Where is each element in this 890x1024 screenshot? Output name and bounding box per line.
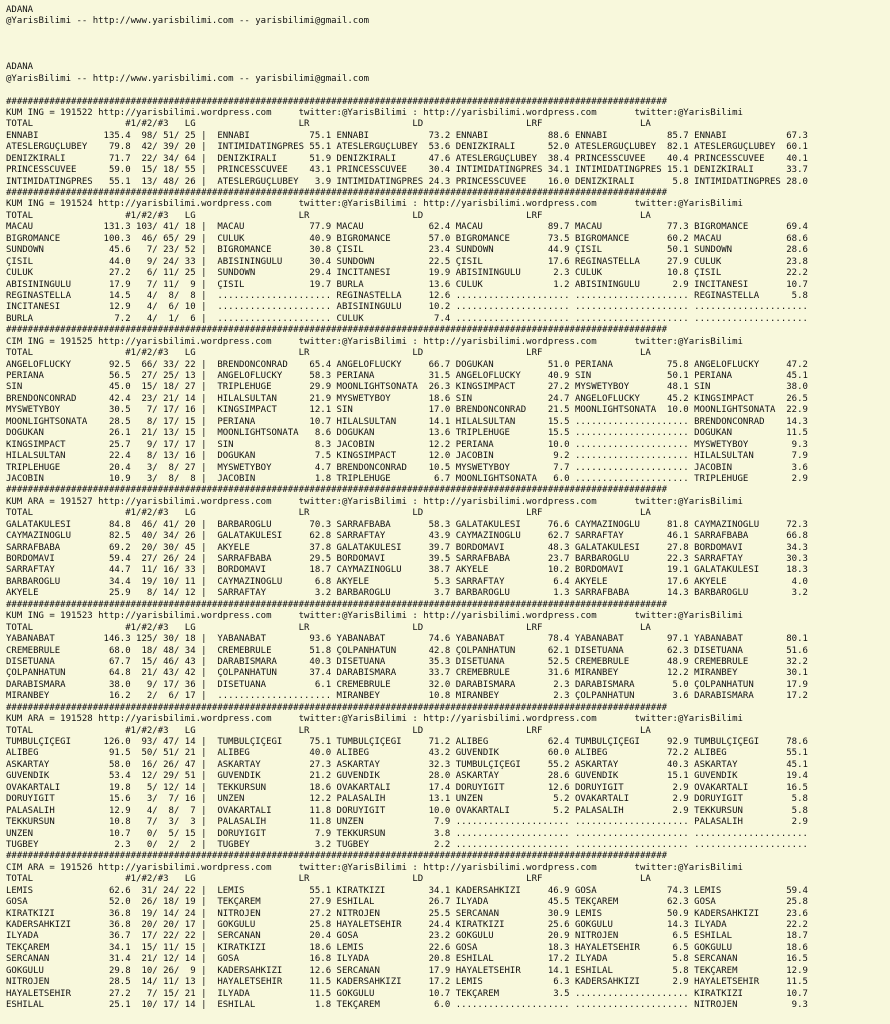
table-row: TEKÇAREM 34.1 15/ 11/ 15 | KIRATKIZI 18.6 LEMIS 22.6 GOSA 18.3 HAYALETSEHIR 6.5 GÖKGÜLÜ 18.6: [6, 942, 808, 953]
separator-line: ##########################################################################################################################: [6, 325, 668, 336]
separator-line: ##########################################################################################################################: [6, 485, 668, 496]
table-row: UNZEN 10.7 0/ 5/ 15 | DORUYIGIT 7.9 TEKKURSUN 3.8 ..................... ..................... .....................: [6, 828, 808, 839]
race-header: KUM ING = 191523 http://yarisbilimi.wordpress.com twitter:@YarisBilimi : http://yarisbilimi.wordpress.com twitter:@YarisBilimi: [6, 611, 743, 622]
race-header: KUM ING = 191522 http://yarisbilimi.wordpress.com twitter:@YarisBilimi : http://yarisbilimi.wordpress.com twitter:@YarisBilimi: [6, 107, 743, 118]
table-row: ÇISIL 44.0 9/ 24/ 33 | ABISININGÜLÜ 30.4 SUNDOWN 22.5 ÇISIL 17.6 REGINASTELLA 27.9 CÜLÜK 23.8: [6, 256, 808, 267]
table-row: SARRAFBABA 69.2 20/ 30/ 45 | AKYELE 37.8 GALATAKULESI 39.7 BORDOMAVI 48.3 GALATAKULESI 27.8 BORDOMAVI 34.3: [6, 542, 808, 553]
separator-line: ##########################################################################################################################: [6, 599, 668, 610]
table-row: OVAKARTALI 19.8 5/ 12/ 14 | TEKKURSUN 18.6 OVAKARTALI 17.4 DORUYIGIT 12.6 DORUYIGIT 2.9 OVAKARTALI 16.5: [6, 782, 808, 793]
race-header: KUM ARA = 191528 http://yarisbilimi.wordpress.com twitter:@YarisBilimi : http://yarisbilimi.wordpress.com twitter:@YarisBilimi: [6, 714, 743, 725]
table-row: NITROJEN 28.5 14/ 11/ 13 | HAYALETSEHIR 11.5 KADERSAHKIZI 17.2 LEMIS 6.3 KADERSAHKIZI 2.9 HAYALETSEHIR 11.5: [6, 977, 808, 988]
table-row: CREMEBRULE 68.0 18/ 48/ 34 | CREMEBRULE 51.8 ÇOLPANHATUN 42.8 ÇOLPANHATUN 62.1 DISETUANA 62.3 DISETUANA 51.6: [6, 645, 808, 656]
table-row: PRINCESSCUVEE 59.0 15/ 18/ 55 | PRINCESSCUVEE 43.1 PRINCESSCUVEE 30.4 INTIMIDATINGPRES 34.1 INTIMIDATINGPRES 15.1 DENIZKIRALI 33.7: [6, 165, 808, 176]
table-row: ASKARTAY 58.0 16/ 26/ 47 | ASKARTAY 27.3 ASKARTAY 32.3 TUMBULÇIÇEGI 55.2 ASKARTAY 40.3 ASKARTAY 45.1: [6, 759, 808, 770]
contact-line: @YarisBilimi -- http://www.yarisbilimi.com -- yarisbilimi@gmail.com: [6, 16, 370, 27]
table-row: KIRATKIZI 36.8 19/ 14/ 24 | NITROJEN 27.2 NITROJEN 25.5 SERCANAN 30.9 LEMIS 50.9 KADERSAHKIZI 23.6: [6, 908, 808, 919]
column-header: TOTAL #1/#2/#3 LG LR LD LRF LA: [6, 348, 651, 359]
table-row: TUMBULÇIÇEGI 126.0 93/ 47/ 14 | TUMBULÇIÇEGI 75.1 TUMBULÇIÇEGI 71.2 ALIBEG 62.4 TUMBULÇIÇEGI 92.9 TUMBULÇIÇEGI 78.6: [6, 737, 808, 747]
table-row: DISETUANA 67.7 15/ 46/ 43 | DARABISMARA 40.3 DISETUANA 35.3 DISETUANA 52.5 CREMEBRULE 48.9 CREMEBRULE 32.2: [6, 656, 808, 667]
table-row: DORUYIGIT 15.6 3/ 7/ 16 | UNZEN 12.2 PALASALIH 13.1 UNZEN 5.2 OVAKARTALI 2.9 DORUYIGIT 5.8: [6, 794, 808, 805]
separator-line: ##########################################################################################################################: [6, 851, 668, 862]
contact-line-repeat: @YarisBilimi -- http://www.yarisbilimi.com -- yarisbilimi@gmail.com: [6, 73, 370, 84]
table-row: HILALSULTAN 22.4 8/ 13/ 16 | DOGUKAN 7.5 KINGSIMPACT 12.0 JACOBIN 9.2 ..................... HILALSULTAN 7.9: [6, 451, 808, 462]
table-row: DENIZKIRALI 71.7 22/ 34/ 64 | DENIZKIRALI 51.9 DENIZKIRALI 47.6 ATESLERGÜÇLÜBEY 38.4 PRINCESSCUVEE 40.4 PRINCESSCUVEE 40.1: [6, 153, 808, 164]
table-row: BARBAROGLU 34.4 19/ 10/ 11 | CAYMAZINOGLU 6.8 AKYELE 5.3 SARRAFTAY 6.4 AKYELE 17.6 AKYELE 4.0: [6, 576, 808, 587]
table-row: REGINASTELLA 14.5 4/ 8/ 8 | ..................... REGINASTELLA 12.6 ..................... ..................... REGINASTELLA 5.8: [6, 290, 808, 301]
table-row: ILYADA 36.7 17/ 22/ 22 | SERCANAN 20.4 GOSA 23.2 GÖKGÜLÜ 20.9 NITROJEN 6.5 ESHILAL 18.7: [6, 931, 808, 942]
separator-line: ##########################################################################################################################: [6, 188, 668, 198]
table-row: BIGROMANCE 100.3 46/ 65/ 29 | CÜLÜK 40.9 BIGROMANCE 57.0 BIGROMANCE 73.5 BIGROMANCE 60.2 MACAU 68.6: [6, 233, 808, 244]
column-header: TOTAL #1/#2/#3 LG LR LD LRF LA: [6, 622, 651, 633]
column-header: TOTAL #1/#2/#3 LG LR LD LRF LA: [6, 725, 651, 736]
table-row: KADERSAHKIZI 36.8 20/ 20/ 17 | GÖKGÜLÜ 25.8 HAYALETSEHIR 24.4 KIRATKIZI 25.6 GÖKGÜLÜ 14.3 ILYADA 22.2: [6, 920, 808, 930]
table-row: GALATAKULESI 84.8 46/ 41/ 20 | BARBAROGLU 70.3 SARRAFBABA 58.3 GALATAKULESI 76.6 CAYMAZINOGLU 81.8 CAYMAZINOGLU 72.3: [6, 519, 808, 530]
table-row: AKYELE 25.9 8/ 14/ 12 | SARRAFTAY 3.2 BARBAROGLU 3.7 BARBAROGLU 1.3 SARRAFBABA 14.3 BARBAROGLU 3.2: [6, 588, 808, 599]
table-row: KINGSIMPACT 25.7 9/ 17/ 17 | SIN 8.3 JACOBIN 12.2 PERIANA 10.0 ..................... MYSWETYBOY 9.3: [6, 439, 808, 450]
race-list: [6, 97, 886, 1012]
table-row: MYSWETYBOY 30.5 7/ 17/ 16 | KINGSIMPACT 12.1 SIN 17.0 BRENDONCONRAD 21.5 MOONLIGHTSONATA 10.0 MOONLIGHTSONATA 22.9: [6, 405, 808, 416]
table-row: MACAU 131.3 103/ 41/ 18 | MACAU 77.9 MACAU 62.4 MACAU 89.7 MACAU 77.3 BIGROMANCE 69.4: [6, 222, 808, 233]
table-row: YABANABAT 146.3 125/ 30/ 18 | YABANABAT 93.6 YABANABAT 74.6 YABANABAT 78.4 YABANABAT 97.1 YABANABAT 80.1: [6, 634, 808, 645]
table-row: DARABISMARA 38.0 9/ 17/ 36 | DISETUANA 6.1 CREMEBRULE 32.0 DARABISMARA 2.3 DARABISMARA 5.0 ÇOLPANHATUN 17.9: [6, 679, 808, 690]
table-row: TUGBEY 2.3 0/ 2/ 2 | TUGBEY 3.2 TUGBEY 2.2 ..................... ..................... .....................: [6, 839, 808, 850]
table-row: ÇOLPANHATUN 64.8 21/ 43/ 42 | ÇOLPANHATUN 37.4 DARABISMARA 33.7 CREMEBRULE 31.6 MIRANBEY 12.2 MIRANBEY 30.1: [6, 668, 808, 679]
table-row: GOSA 52.0 26/ 18/ 19 | TEKÇAREM 27.9 ESHILAL 26.7 ILYADA 45.5 TEKÇAREM 62.3 GOSA 25.8: [6, 897, 808, 908]
table-row: SERCANAN 31.4 21/ 12/ 14 | GOSA 16.8 ILYADA 20.8 ESHILAL 17.2 ILYADA 5.8 SERCANAN 16.5: [6, 954, 808, 965]
table-row: PERIANA 56.5 27/ 25/ 13 | ANGELOFLUCKY 58.3 PERIANA 31.5 ANGELOFLUCKY 40.9 SIN 50.1 PERIANA 45.1: [6, 371, 808, 381]
column-header: TOTAL #1/#2/#3 LG LR LD LRF LA: [6, 210, 651, 221]
table-row: INTIMIDATINGPRES 55.1 13/ 48/ 26 | ATESLERGÜÇLÜBEY 3.9 INTIMIDATINGPRES 24.3 PRINCESSCUVEE 16.0 DENIZKIRALI 5.8 INTIMIDATINGPRES 28.0: [6, 176, 808, 187]
separator-line: ##########################################################################################################################: [6, 702, 668, 713]
table-row: JACOBIN 10.9 3/ 8/ 8 | JACOBIN 1.8 TRIPLEHUGE 6.7 MOONLIGHTSONATA 6.0 ..................... TRIPLEHUGE 2.9: [6, 473, 808, 484]
table-row: GÖKGÜLÜ 29.8 10/ 26/ 9 | KADERSAHKIZI 12.6 SERCANAN 17.9 HAYALETSEHIR 14.1 ESHILAL 5.8 TEKÇAREM 12.9: [6, 965, 808, 976]
table-row: GÜVENDIK 53.4 12/ 29/ 51 | GÜVENDIK 21.2 GÜVENDIK 28.0 ASKARTAY 28.6 GÜVENDIK 15.1 GÜVENDIK 19.4: [6, 771, 808, 782]
table-row: ANGELOFLUCKY 92.5 66/ 33/ 22 | BRENDONCONRAD 65.4 ANGELOFLUCKY 66.7 DOGUKAN 51.0 PERIANA 75.8 ANGELOFLUCKY 47.2: [6, 359, 808, 370]
table-row: BORDOMAVI 59.4 27/ 26/ 24 | SARRAFBABA 29.5 BORDOMAVI 39.5 SARRAFBABA 23.7 BARBAROGLU 22.3 SARRAFTAY 30.3: [6, 554, 808, 564]
column-header: TOTAL #1/#2/#3 LG LR LD LRF LA: [6, 874, 651, 885]
table-row: INCITANESI 12.9 4/ 6/ 10 | ..................... ABISININGÜLÜ 10.2 ..................... ..................... .....................: [6, 302, 808, 313]
table-row: CAYMAZINOGLU 82.5 40/ 34/ 26 | GALATAKULESI 62.8 SARRAFTAY 43.9 CAYMAZINOGLU 62.7 SARRAFTAY 46.1 SARRAFBABA 66.8: [6, 531, 808, 542]
table-row: PALASALIH 12.9 4/ 8/ 7 | OVAKARTALI 11.8 DORUYIGIT 10.0 OVAKARTALI 5.2 PALASALIH 2.9 TEKKURSUN 5.8: [6, 805, 808, 816]
table-row: ENNABI 135.4 98/ 51/ 25 | ENNABI 75.1 ENNABI 73.2 ENNABI 88.6 ENNABI 85.7 ENNABI 67.3: [6, 130, 808, 141]
column-header: TOTAL #1/#2/#3 LG LR LD LRF LA: [6, 508, 651, 519]
table-row: BRENDONCONRAD 42.4 23/ 21/ 14 | HILALSULTAN 21.9 MYSWETYBOY 18.6 SIN 24.7 ANGELOFLUCKY 45.2 KINGSIMPACT 26.5: [6, 393, 808, 404]
table-row: SARRAFTAY 44.7 11/ 16/ 33 | BORDOMAVI 18.7 CAYMAZINOGLU 38.7 AKYELE 10.2 BORDOMAVI 19.1 GALATAKULESI 18.3: [6, 565, 808, 576]
race-header: KUM ING = 191524 http://yarisbilimi.wordpress.com twitter:@YarisBilimi : http://yarisbilimi.wordpress.com twitter:@YarisBilimi: [6, 199, 743, 210]
table-row: SUNDOWN 45.6 7/ 23/ 52 | BIGROMANCE 30.8 ÇISIL 23.4 SUNDOWN 44.9 ÇISIL 50.1 SUNDOWN 28.6: [6, 245, 808, 256]
race-header: KUM ARA = 191527 http://yarisbilimi.wordpress.com twitter:@YarisBilimi : http://yarisbilimi.wordpress.com twitter:@YarisBilimi: [6, 496, 743, 507]
table-row: MOONLIGHTSONATA 28.5 8/ 17/ 15 | PERIANA 10.7 HILALSULTAN 14.1 HILALSULTAN 15.5 ..................... BRENDONCONRAD 14.3: [6, 416, 808, 427]
table-row: DOGUKAN 26.1 21/ 13/ 15 | MOONLIGHTSONATA 8.6 DOGUKAN 13.6 TRIPLEHUGE 15.5 ..................... DOGUKAN 11.5: [6, 428, 808, 439]
table-row: TEKKURSUN 10.8 7/ 3/ 3 | PALASALIH 11.8 UNZEN 7.9 ..................... ..................... PALASALIH 2.9: [6, 817, 808, 828]
table-row: CÜLÜK 27.2 6/ 11/ 25 | SUNDOWN 29.4 INCITANESI 19.9 ABISININGÜLÜ 2.3 CÜLÜK 10.8 ÇISIL 22.2: [6, 268, 808, 279]
table-row: ESHILAL 25.1 10/ 17/ 14 | ESHILAL 1.8 TEKÇAREM 6.0 ..................... ..................... NITROJEN 9.3: [6, 1000, 808, 1011]
table-row: LEMIS 62.6 31/ 24/ 22 | LEMIS 55.1 KIRATKIZI 34.1 KADERSAHKIZI 46.9 GOSA 74.3 LEMIS 59.4: [6, 885, 808, 896]
separator-line: ##########################################################################################################################: [6, 96, 668, 107]
results-document: [6, 5, 886, 1012]
race-header: CIM ARA = 191526 http://yarisbilimi.wordpress.com twitter:@YarisBilimi : http://yarisbilimi.wordpress.com twitter:@YarisBilimi: [6, 862, 743, 873]
race-header: CIM ING = 191525 http://yarisbilimi.wordpress.com twitter:@YarisBilimi : http://yarisbilimi.wordpress.com twitter:@YarisBilimi: [6, 336, 743, 347]
table-row: HAYALETSEHIR 27.2 7/ 15/ 21 | ILYADA 11.5 GÖKGÜLÜ 10.7 TEKÇAREM 3.5 ..................... KIRATKIZI 10.7: [6, 988, 808, 999]
city-title-repeat: ADANA: [6, 62, 34, 73]
table-row: ATESLERGÜÇLÜBEY 79.8 42/ 39/ 20 | INTIMIDATINGPRES 55.1 ATESLERGÜÇLÜBEY 53.6 DENIZKIRALI 52.0 ATESLERGÜÇLÜBEY 82.1 ATESLERGÜÇLÜBEY 60.1: [6, 142, 808, 153]
table-row: ALIBEG 91.5 50/ 51/ 21 | ALIBEG 40.0 ALIBEG 43.2 GÜVENDIK 60.0 ALIBEG 72.2 ALIBEG 55.1: [6, 748, 808, 759]
column-header: TOTAL #1/#2/#3 LG LR LD LRF LA: [6, 119, 651, 130]
table-row: SIN 45.0 15/ 18/ 27 | TRIPLEHUGE 29.9 MOONLIGHTSONATA 26.3 KINGSIMPACT 27.2 MYSWETYBOY 48.1 SIN 38.0: [6, 382, 808, 393]
table-row: MIRANBEY 16.2 2/ 6/ 17 | ..................... MIRANBEY 10.8 MIRANBEY 2.3 ÇOLPANHATUN 3.6 DARABISMARA 17.2: [6, 691, 808, 702]
table-row: ABISININGÜLÜ 17.9 7/ 11/ 9 | ÇISIL 19.7 BURLA 13.6 CÜLÜK 1.2 ABISININGÜLÜ 2.9 INCITANESI 10.7: [6, 279, 808, 290]
table-row: BURLA 7.2 4/ 1/ 6 | ..................... CÜLÜK 7.4 ..................... ..................... .....................: [6, 313, 808, 324]
table-row: TRIPLEHUGE 20.4 3/ 8/ 27 | MYSWETYBOY 4.7 BRENDONCONRAD 10.5 MYSWETYBOY 7.7 ..................... JACOBIN 3.6: [6, 462, 808, 473]
city-title: ADANA: [6, 5, 34, 15]
